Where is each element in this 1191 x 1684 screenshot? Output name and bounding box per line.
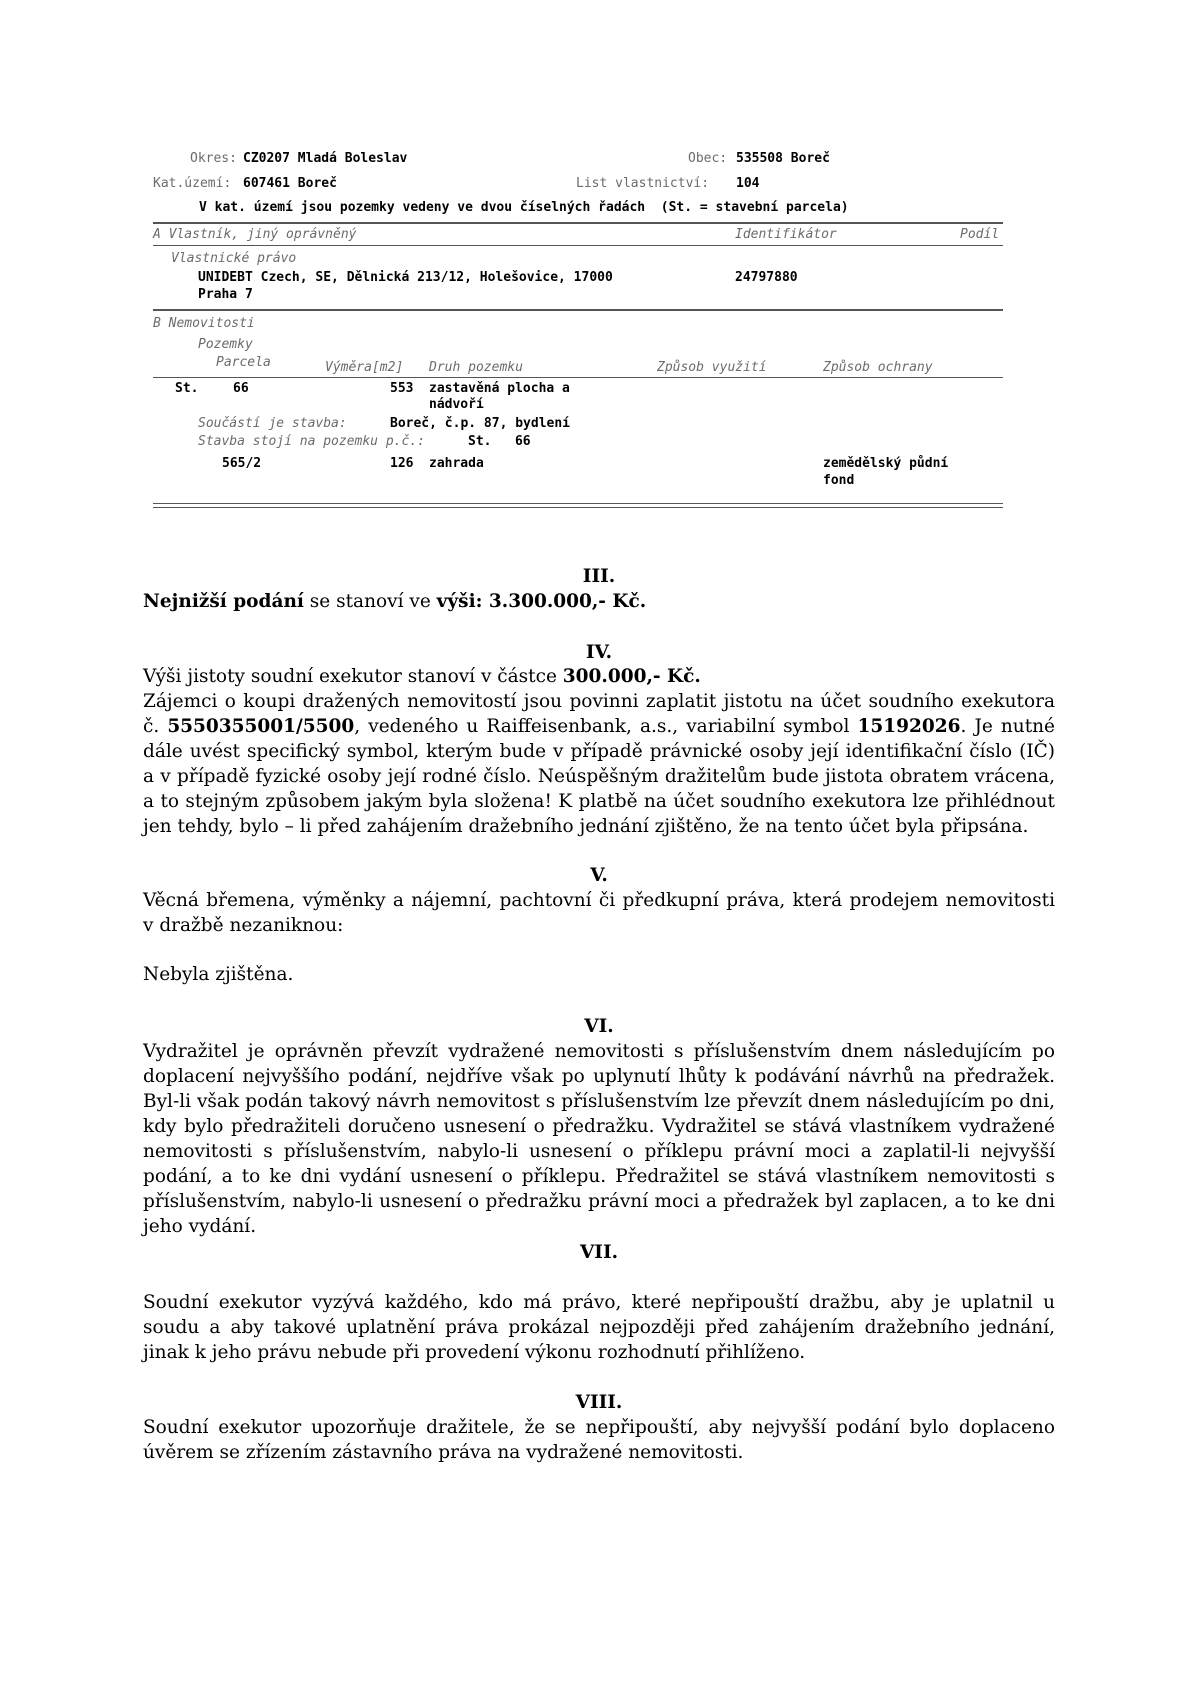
row-1-area: 553 bbox=[390, 381, 414, 396]
divider bbox=[153, 245, 1003, 246]
row-1-standing-value: St. 66 bbox=[468, 434, 531, 449]
col-parcel: Parcela bbox=[216, 355, 271, 370]
section-3-heading: III. bbox=[582, 566, 616, 587]
deposit-amount: 300.000,- Kč. bbox=[562, 666, 701, 687]
list-label: List vlastnictví: bbox=[576, 176, 710, 191]
section-7-heading: VII. bbox=[579, 1242, 619, 1263]
owner-id: 24797880 bbox=[735, 270, 798, 285]
lowest-bid-label: Nejnižší podání bbox=[143, 591, 304, 612]
col-area: Výměra[m2] bbox=[325, 360, 404, 375]
okres-label: Okres: bbox=[190, 151, 237, 166]
section-6-text: Vydražitel je oprávněn převzít vydražené nemovitosti s příslušenstvím dnem následujícím po doplacení nejvyššího podání, nejdříve však po uplynutí lhůty k podávání návrhů na předražek. Byl-li však podán takový návrh nemovitost s příslušenstvím lze převzít dnem následujícím po dni, kdy bylo předražiteli doručeno usnesení o předražku. Vydražitel se stává vlastníkem vydražené nemovitosti s příslušenstvím, nabylo-li usnesení o příklepu právní moci a zaplatil-li nejvyšší podání, a to ke dni vydání usnesení o příklepu. Předražitel se stává vlastníkem nemovitosti s příslušenstvím, nabylo-li usnesení o předražku právní moci a předražek byl zaplacen, a to ke dni jeho vydání. bbox=[143, 1041, 1055, 1237]
text-fragment: , vedeného u Raiffeisenbank, a.s., variabilní symbol bbox=[354, 716, 858, 737]
divider bbox=[153, 222, 1003, 224]
okres-value: CZ0207 Mladá Boleslav bbox=[243, 151, 408, 166]
owner-line-2: Praha 7 bbox=[198, 287, 253, 302]
obec-label: Obec: bbox=[688, 151, 728, 166]
share-header: Podíl bbox=[960, 227, 1000, 242]
row-2-protection-2: fond bbox=[823, 473, 855, 488]
section-7-text: Soudní exekutor vyzývá každého, kdo má právo, které nepřipouští dražbu, aby je uplatnil u soudu a aby takové uplatnění práva prokázal nejpozději před zahájením dražebního jednání, jinak k jeho právu nebude při provedení výkonu rozhodnutí přihlíženo. bbox=[143, 1292, 1055, 1363]
section-8-text: Soudní exekutor upozorňuje dražitele, že se nepřipouští, aby nejvyšší podání bylo doplaceno úvěrem se zřízením zástavního práva na vydražené nemovitosti. bbox=[143, 1417, 1055, 1463]
section-5-text: Věcná břemena, výměnky a nájemní, pachtovní či předkupní práva, která prodejem nemovitosti v dražbě nezaniknou: bbox=[143, 890, 1055, 936]
text-fragment: Zájemci o koupi dražených nemovitostí jsou povinni zaplatit jistotu na účet soudního exekutora č. bbox=[143, 691, 1055, 737]
obec-value: 535508 Boreč bbox=[736, 151, 830, 166]
row-1-kind-1: zastavěná plocha a bbox=[429, 381, 570, 396]
section-4-text bbox=[143, 664, 1055, 839]
section-b-title: B Nemovitosti bbox=[153, 316, 255, 331]
divider bbox=[153, 377, 1003, 378]
section-a-title: A Vlastník, jiný oprávněný bbox=[153, 227, 357, 242]
divider bbox=[153, 309, 1003, 311]
divider bbox=[153, 507, 1003, 508]
row-1-building-label: Součástí je stavba: bbox=[198, 416, 347, 431]
section-5-heading: V. bbox=[590, 865, 608, 886]
row-1-building-value: Boreč, č.p. 87, bydlení bbox=[390, 416, 571, 431]
row-1-prefix: St. bbox=[175, 381, 199, 396]
katuzemi-value: 607461 Boreč bbox=[243, 176, 337, 191]
right-type: Vlastnické právo bbox=[171, 251, 297, 266]
row-2-protection-1: zemědělský půdní bbox=[823, 456, 949, 471]
section-6-heading: VI. bbox=[584, 1016, 614, 1037]
col-kind: Druh pozemku bbox=[429, 360, 523, 375]
identifier-header: Identifikátor bbox=[735, 227, 837, 242]
row-2-parcel: 565/2 bbox=[222, 456, 262, 471]
col-protection: Způsob ochrany bbox=[823, 360, 933, 375]
row-1-kind-2: nádvoří bbox=[429, 397, 484, 412]
variable-symbol: 15192026 bbox=[857, 716, 961, 737]
text-fragment: . Je nutné dále uvést specifický symbol, kterým bude v případě právnické osoby její identifikační číslo (IČ) a v případě fyzické osoby její rodné číslo. Neúspěšným dražitelům bude jistota obratem vrácena, a to stejným způsobem jakým byla složena! K platbě na účet soudního exekutora lze přihlédnout jen tehdy, bylo – li před zahájením dražebního jednání zjištěno, že na tento účet byla připsána. bbox=[143, 716, 1055, 837]
extract-note: V kat. území jsou pozemky vedeny ve dvou číselných řadách (St. = stavební parcela) bbox=[199, 200, 849, 215]
text-fragment: se stanoví ve bbox=[303, 591, 437, 612]
section-3-text bbox=[143, 589, 1055, 614]
katuzemi-label: Kat.území: bbox=[153, 176, 232, 191]
section-5-result: Nebyla zjištěna. bbox=[143, 964, 294, 985]
row-1-standing-label: Stavba stojí na pozemku p.č.: bbox=[198, 434, 425, 449]
row-1-parcel: 66 bbox=[233, 381, 249, 396]
row-2-kind: zahrada bbox=[429, 456, 484, 471]
section-b-subtitle: Pozemky bbox=[198, 337, 253, 352]
account-number: 5550355001/5500 bbox=[167, 716, 355, 737]
list-value: 104 bbox=[736, 176, 760, 191]
section-8-heading: VIII. bbox=[575, 1392, 623, 1413]
owner-line-1: UNIDEBT Czech, SE, Dělnická 213/12, Holešovice, 17000 bbox=[198, 270, 613, 285]
lowest-bid-amount: výši: 3.300.000,- Kč. bbox=[436, 591, 647, 612]
text-fragment: Výši jistoty soudní exekutor stanoví v částce bbox=[143, 666, 563, 687]
section-4-heading: IV. bbox=[585, 642, 613, 663]
divider bbox=[153, 503, 1003, 504]
row-2-area: 126 bbox=[390, 456, 414, 471]
col-use: Způsob využití bbox=[657, 360, 767, 375]
